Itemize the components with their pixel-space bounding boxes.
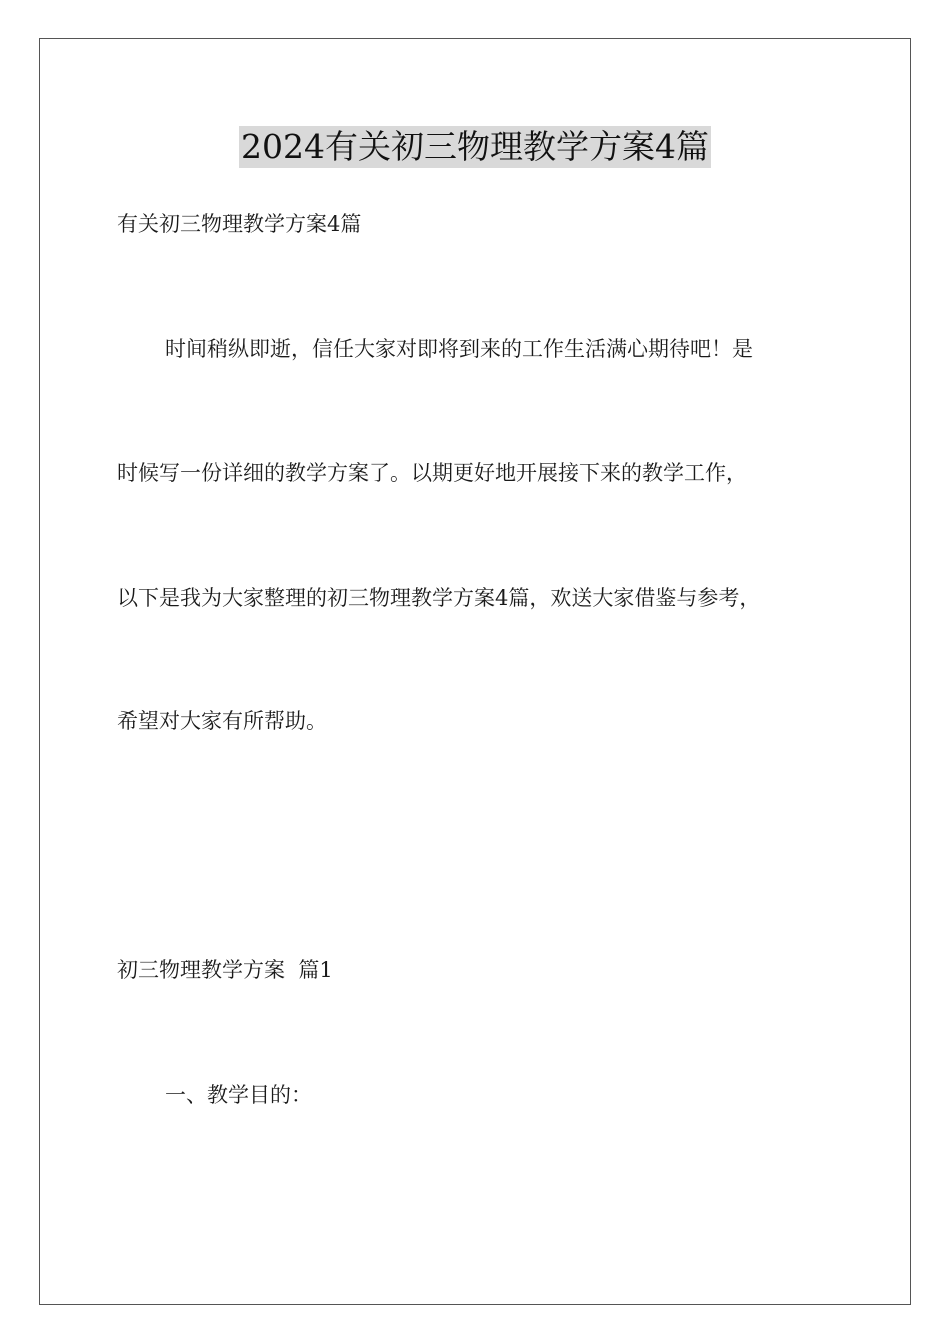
intro-line-1: 时间稍纵即逝，信任大家对即将到来的工作生活满心期待吧！是	[165, 337, 753, 361]
subsection-heading: 一、教学目的：	[165, 1083, 312, 1107]
section-heading: 初三物理教学方案 篇1	[117, 958, 333, 982]
intro-line-3: 以下是我为大家整理的初三物理教学方案4篇，欢送大家借鉴与参考，	[117, 586, 761, 610]
title-container	[0, 126, 950, 168]
intro-line-4: 希望对大家有所帮助。	[117, 709, 327, 733]
document-subtitle: 有关初三物理教学方案4篇	[117, 212, 362, 236]
intro-line-2: 时候写一份详细的教学方案了。以期更好地开展接下来的教学工作，	[117, 461, 747, 485]
document-title: 2024有关初三物理教学方案4篇	[241, 127, 709, 166]
